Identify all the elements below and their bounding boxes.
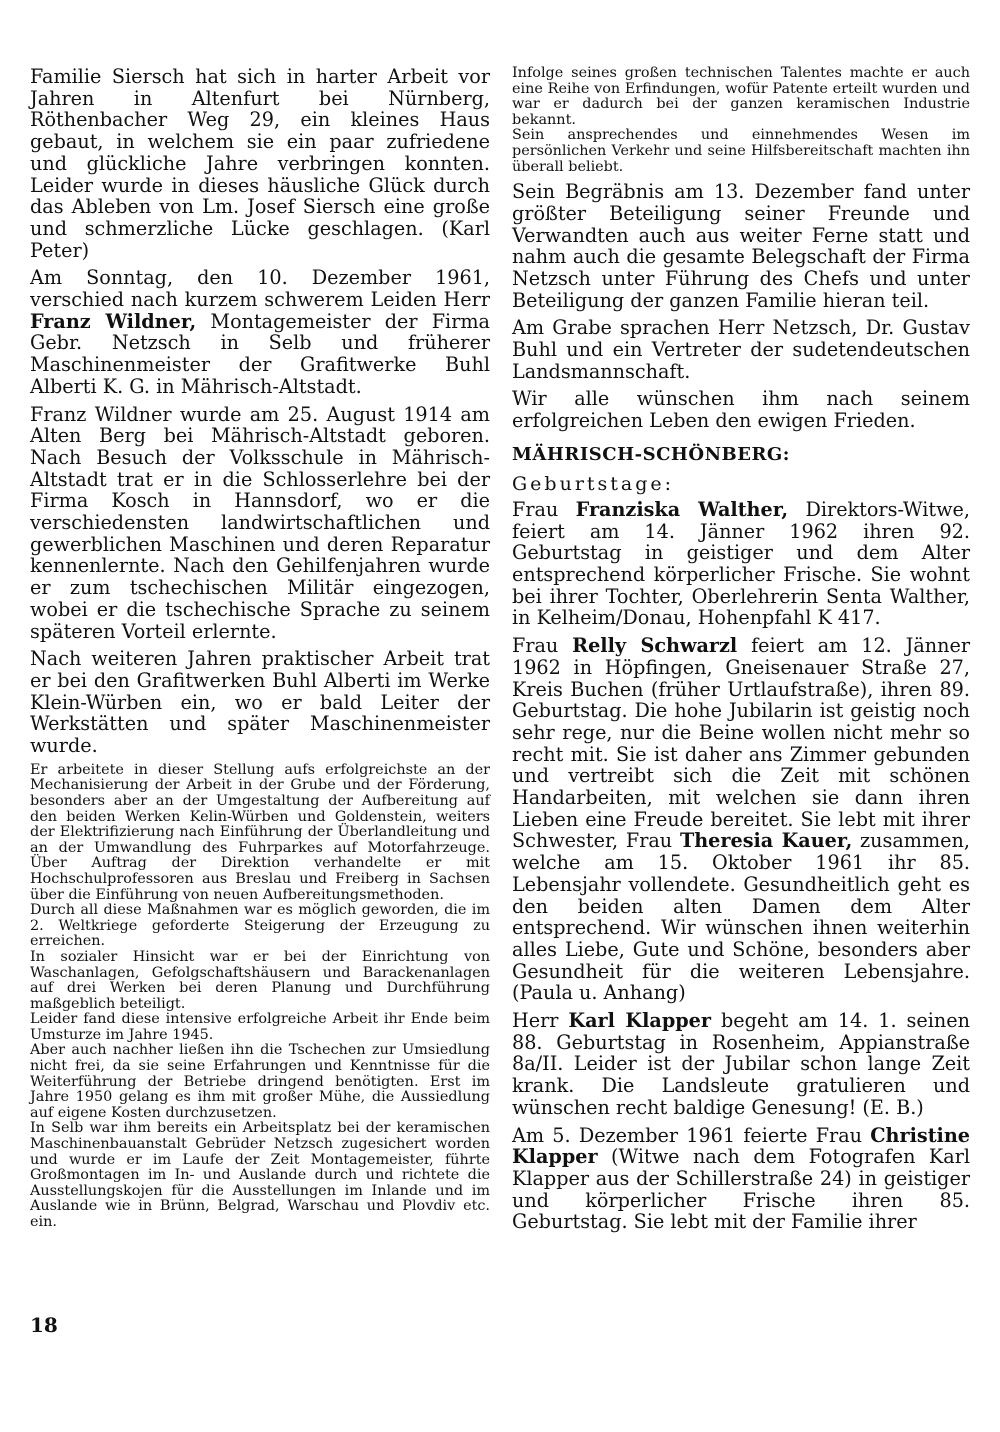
paragraph-1945: Leider fand diese intensive erfolgreiche Arbeit ihr Ende beim Umsturze im Jahre 1945. [30,1011,490,1043]
paragraph-resettlement: Aber auch nachher ließen ihn die Tschechen zur Umsiedlung nicht frei, da sie seine Erfahrungen und Kenntnisse für die Weiterführung der Betriebe dringend benötigten. Erst im Jahre 1950 gelang es ihm mit großer Mühe, die Aussiedlung auf eigene Kosten durchzusetzen. [30,1042,490,1121]
paragraph-character: Sein ansprechendes und einnehmendes Wesen im persönlichen Verkehr und seine Hilfsbereitschaft machten ihn überall beliebt. [512,127,970,175]
paragraph-selb: In Selb war ihm bereits ein Arbeitsplatz bei der keramischen Maschinenbauanstalt Gebrüder Netzsch zugesichert worden und wurde er im Laufe der Zeit Montagemeister, führte Großmontagen im In- und Auslande durch und richtete die Ausstellungskojen für die Ausstellungen im Inlande und im Auslande wie in Brünn, Belgrad, Warschau und Plovdiv etc. ein. [30,1120,490,1231]
text-segment: begeht am 14. 1. seinen 88. Geburtstag in Rosenheim, Appianstraße 8a/II. Leider ist der Jubilar schon lange Zeit krank. Die Landsleute gratulieren und wünschen recht baldige Genesung! (E. B.) [512,1009,970,1119]
section-subheading: Geburtstage: [512,472,675,495]
paragraph-social: In sozialer Hinsicht war er bei der Einrichtung von Waschanlagen, Gefolgschaftshäusern und Barackenanlagen auf drei Werken bei deren Planung und Durchführung maßgeblich beteiligt. [30,948,490,1012]
paragraph-wildner-death-notice [30,267,490,397]
page-number: 18 [30,1313,58,1337]
paragraph-production: Durch all diese Maßnahmen war es möglich geworden, die im 2. Weltkriege geforderte Steigerung der Erzeugung zu erreichen. [30,902,490,950]
paragraph-wildner-career: Nach weiteren Jahren praktischer Arbeit trat er bei den Grafitwerken Buhl Alberti im Werke Klein-Würben ein, wo er bald Leiter der Werkstätten und später Maschinenmeister wurde. [30,647,490,758]
text-segment: Am Sonntag, den 10. Dezember 1961, verschied nach kurzem schwerem Leiden Herr [30,266,490,312]
right-column [512,66,970,1239]
text-segment: Frau [512,497,576,521]
text-segment: zusammen, welche am 15. Oktober 1961 ihr 85. Lebensjahr vollendete. Gesundheitlich geht es den beiden alten Damen dem Alter entsprechend. Wir wünschen ihnen weiterhin alles Liebe, Gute und Schöne, besonders aber Gesundheit für die weiteren Lebensjahre. (Paula u. Anhang) [512,829,970,1005]
paragraph-farewell: Wir alle wünschen ihm nach seinem erfolgreichen Leben den ewigen Frieden. [512,387,970,433]
paragraph-mechanisation: Er arbeitete in dieser Stellung aufs erfolgreichste an der Mechanisierung der Arbeit in der Grube und der Förderung, besonders aber an der Umgestaltung der Aufbereitung auf den beiden Werken Kelin-Würben und Goldenstein, weiters der Elektrifizierung nach Einführung der Überlandleitung und an der Umwandlung des Fuhrparkes auf Motorfahrzeuge. Über Auftrag der Direktion verhandelte er mit Hochschulprofessoren aus Breslau und Freiberg in Sachsen über die Einführung von neuen Aufbereitungsmethoden. [30,761,490,903]
name-relly-schwarzl: Relly Schwarzl [572,634,738,658]
text-segment: feiert am 12. Jänner 1962 in Höpfingen, Gneisenauer Straße 27, Kreis Buchen (früher Urtlaufstraße), ihren 89. Geburtstag. Die hohe Jubilarin ist geistig noch sehr rege, nur die Beine wollen nicht mehr so recht mit. Sie ist daher ans Zimmer gebunden und vertreibt sich die Zeit mit schönen Handarbeiten, mit welchen sie dann ihren Lieben eine Freude bereitet. Sie lebt mit ihrer Schwester, Frau [512,634,971,853]
small-print-block [512,66,970,175]
text-segment: Herr [512,1009,569,1033]
paragraph-wildner-biography: Franz Wildner wurde am 25. August 1914 am Alten Berg bei Mährisch-Altstadt geboren. Nach Besuch der Volksschule in Mährisch-Altstadt trat er in die Schlosserlehre bei der Firma Kosch in Hannsdorf, wo er die verschiedensten landwirtschaftlichen und gewerblichen Maschinen und deren Reparatur kennenlernte. Nach den Gehilfenjahren wurde er zum tschechischen Militär eingezogen, wobei er die tschechische Sprache zu seinem späteren Vorteil erlernte. [30,402,490,643]
name-karl-klapper: Karl Klapper [568,1009,711,1033]
paragraph-birthday-walther [512,499,970,629]
paragraph-funeral: Sein Begräbnis am 13. Dezember fand unter größter Beteiligung seiner Freunde und Verwandten auch aus weiter Ferne statt und nahm auch die gesamte Belegschaft der Firma Netzsch unter Führung des Chefs und unter Beteiligung der ganzen Familie hieran teil. [512,180,970,312]
left-column [30,66,490,1237]
text-segment: Am 5. Dezember 1961 feierte Frau [512,1123,871,1147]
name-christine-klapper: Christine Klapper [512,1123,970,1169]
paragraph-siersch-family: Familie Siersch hat sich in harter Arbeit vor Jahren in Altenfurt bei Nürnberg, Röthenbacher Weg 29, ein kleines Haus gebaut, in welchem sie ein paar zufriedene und glückliche Jahre verbringen konnten. Leider wurde in dieses häusliche Glück durch das Ableben von Lm. Josef Siersch eine große und schmerzliche Lücke geschlagen. (Karl Peter) [30,65,490,262]
text-segment: Direktors-Witwe, feiert am 14. Jänner 1962 ihren 92. Geburtstag in geistiger und dem Alter entsprechend körperlicher Frische. Sie wohnt bei ihrer Tochter, Oberlehrerin Senta Walther, in Kelheim/Donau, Hohenpfahl K 417. [512,497,970,630]
name-franz-wildner: Franz Wildner, [30,309,197,333]
paragraph-inventions: Infolge seines großen technischen Talentes machte er auch eine Reihe von Erfindungen, wofür Patente erteilt wurden und war er dadurch bei der ganzen keramischen Industrie bekannt. [512,65,970,128]
paragraph-birthday-karl-klapper [512,1010,970,1119]
name-franziska-walther: Franziska Walther, [575,497,789,521]
paragraph-grave-speakers: Am Grabe sprachen Herr Netzsch, Dr. Gustav Buhl und ein Vertreter der sudetendeutschen Landsmannschaft. [512,316,970,383]
name-theresia-kauer: Theresia Kauer, [679,829,853,853]
paragraph-birthday-schwarzl [512,635,970,1004]
paragraph-birthday-christine-klapper [512,1125,970,1234]
small-print-block [30,763,490,1231]
text-segment: Montagemeister der Firma Gebr. Netzsch in Selb und früherer Maschinenmeister der Grafitwerke Buhl Alberti K. G. in Mährisch-Altstadt. [30,309,491,398]
text-segment: Frau [512,634,573,658]
text-segment: (Witwe nach dem Fotografen Karl Klapper aus der Schillerstraße 24) in geistiger und körperlicher Frische ihren 85. Geburtstag. Sie lebt mit der Familie ihrer [512,1145,970,1234]
section-heading: MÄHRISCH-SCHÖNBERG: [512,443,790,465]
